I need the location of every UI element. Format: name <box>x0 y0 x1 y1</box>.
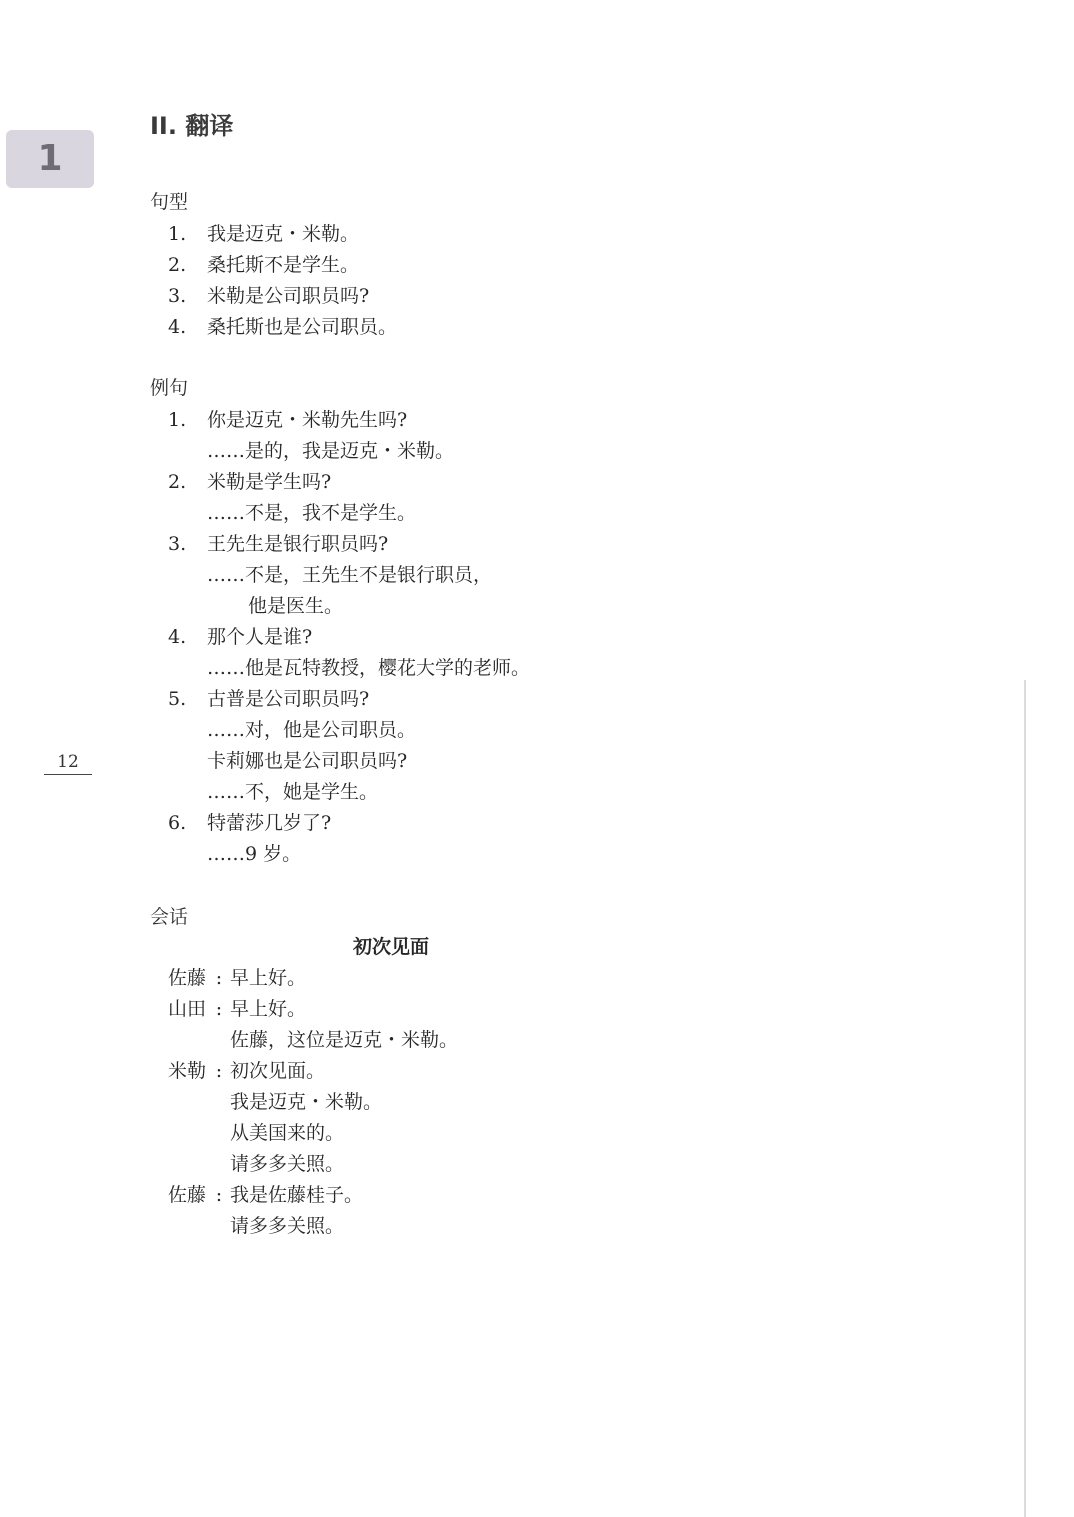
conversation-title: 初次见面 <box>352 936 429 958</box>
dialog-text: 从美国来的。 <box>230 1122 345 1144</box>
example-question <box>0 405 1000 436</box>
item-number: 6. <box>168 812 187 834</box>
example-answer <box>0 777 1000 808</box>
answer-text: ……对，他是公司职员。 <box>207 719 417 741</box>
example-question <box>0 529 1000 560</box>
example-answer <box>0 715 1000 746</box>
answer-text: ……9 岁。 <box>207 843 302 865</box>
dialog-text: 佐藤，这位是迈克・米勒。 <box>230 1029 459 1051</box>
page-edge-line <box>1024 680 1026 1517</box>
item-number: 2. <box>168 254 187 276</box>
speaker-name: 米勒 <box>168 1060 207 1082</box>
pattern-item <box>0 281 1000 312</box>
dialog-text: 早上好。 <box>230 967 307 989</box>
item-number: 4. <box>168 626 187 648</box>
speaker-colon: : <box>215 967 223 989</box>
section-title: II. 翻译 <box>150 112 234 140</box>
item-text: 桑托斯也是公司职员。 <box>207 316 398 338</box>
item-number: 4. <box>168 316 187 338</box>
example-answer-continued <box>0 591 1000 622</box>
item-text: 米勒是公司职员吗? <box>207 285 370 307</box>
speaker-name: 佐藤 <box>168 1184 207 1206</box>
example-answer <box>0 560 1000 591</box>
item-number: 5. <box>168 688 187 710</box>
chapter-tab <box>6 130 94 188</box>
question-text: 卡莉娜也是公司职员吗? <box>207 750 408 772</box>
pattern-item <box>0 312 1000 343</box>
chapter-number: 1 <box>37 138 63 179</box>
example-answer <box>0 436 1000 467</box>
dialog-line <box>0 1087 1000 1118</box>
pattern-item <box>0 219 1000 250</box>
question-text: 古普是公司职员吗? <box>207 688 370 710</box>
conversation-heading: 会话 <box>150 906 189 928</box>
speaker-colon: : <box>215 1060 223 1082</box>
dialog-line <box>0 994 1000 1025</box>
patterns-heading: 句型 <box>150 191 189 213</box>
dialog-line <box>0 1118 1000 1149</box>
question-text: 特蕾莎几岁了? <box>207 812 332 834</box>
speaker-name: 山田 <box>168 998 207 1020</box>
answer-text: ……不，她是学生。 <box>207 781 379 803</box>
speaker-colon: : <box>215 998 223 1020</box>
dialog-text: 请多多关照。 <box>230 1215 345 1237</box>
example-answer <box>0 653 1000 684</box>
item-number: 3. <box>168 285 187 307</box>
answer-text: ……不是，我不是学生。 <box>207 502 417 524</box>
question-text: 你是迈克・米勒先生吗? <box>207 409 408 431</box>
question-text: 王先生是银行职员吗? <box>207 533 389 555</box>
dialog-text: 我是佐藤桂子。 <box>230 1184 364 1206</box>
item-text: 桑托斯不是学生。 <box>207 254 360 276</box>
dialog-line <box>0 963 1000 994</box>
pattern-item <box>0 250 1000 281</box>
answer-text: ……是的，我是迈克・米勒。 <box>207 440 455 462</box>
dialog-line <box>0 1180 1000 1211</box>
example-question <box>0 746 1000 777</box>
speaker-name: 佐藤 <box>168 967 207 989</box>
dialog-line <box>0 1056 1000 1087</box>
dialog-line <box>0 1211 1000 1242</box>
item-number: 1. <box>168 223 187 245</box>
item-number: 2. <box>168 471 187 493</box>
answer-text: ……不是，王先生不是银行职员， <box>207 564 493 586</box>
example-question <box>0 467 1000 498</box>
answer-text: ……他是瓦特教授，樱花大学的老师。 <box>207 657 531 679</box>
example-answer <box>0 498 1000 529</box>
dialog-line <box>0 1025 1000 1056</box>
item-text: 我是迈克・米勒。 <box>207 223 360 245</box>
page-number: 12 <box>44 752 92 775</box>
dialog-line <box>0 1149 1000 1180</box>
dialog-text: 我是迈克・米勒。 <box>230 1091 383 1113</box>
examples-heading: 例句 <box>150 377 189 399</box>
dialog-text: 初次见面。 <box>230 1060 326 1082</box>
item-number: 1. <box>168 409 187 431</box>
example-question <box>0 622 1000 653</box>
example-question <box>0 808 1000 839</box>
question-text: 米勒是学生吗? <box>207 471 332 493</box>
dialog-text: 早上好。 <box>230 998 307 1020</box>
item-number: 3. <box>168 533 187 555</box>
example-question <box>0 684 1000 715</box>
answer-text: 他是医生。 <box>248 595 344 617</box>
example-answer <box>0 839 1000 870</box>
dialog-text: 请多多关照。 <box>230 1153 345 1175</box>
question-text: 那个人是谁? <box>207 626 313 648</box>
speaker-colon: : <box>215 1184 223 1206</box>
